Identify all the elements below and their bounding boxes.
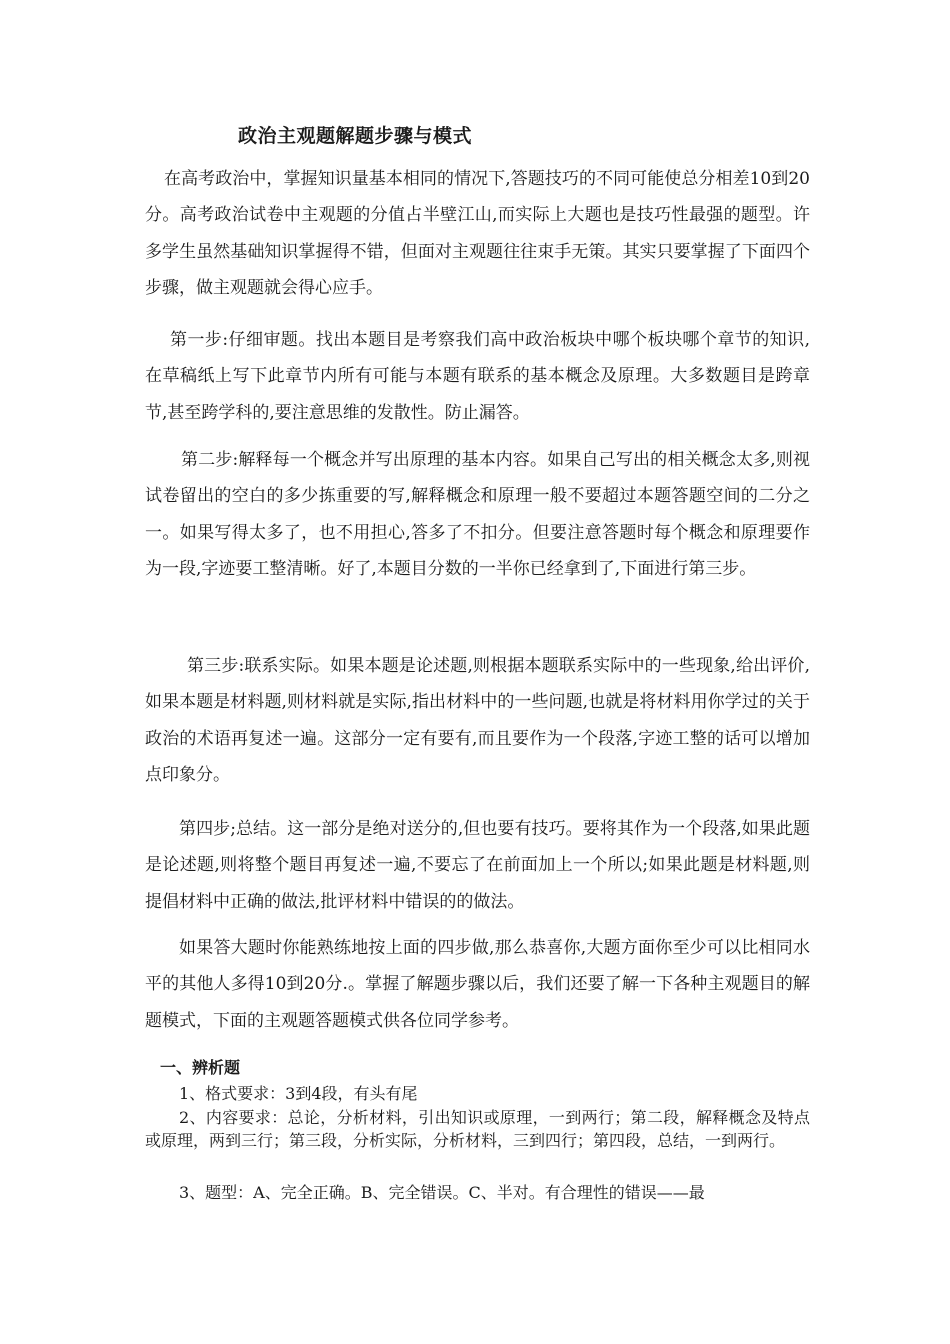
step1-paragraph: 第一步:仔细审题。找出本题目是考察我们高中政治板块中哪个板块哪个章节的知识,在草稿纸上写下此章节内所有可能与本题有联系的基本概念及原理。大多数题目是跨章节,甚至跨学科的,要注意思维的发散性。防止漏答。 <box>145 330 810 423</box>
conclusion-paragraph: 如果答大题时你能熟练地按上面的四步做,那么恭喜你,大题方面你至少可以比相同水平的其他人多得10到20分.。掌握了解题步骤以后，我们还要了解一下各种主观题目的解题模式，下面的主观题答题模式供各位同学参考。 <box>145 938 810 1031</box>
step2-paragraph: 第二步:解释每一个概念并写出原理的基本内容。如果自己写出的相关概念太多,则视试卷留出的空白的多少拣重要的写,解释概念和原理一般不要超过本题答题空间的二分之一。如果写得太多了，也不用担心,答多了不扣分。但要注意答题时每个概念和原理要作为一段,字迹要工整清晰。好了,本题目分数的一半你已经拿到了,下面进行第三步。 <box>145 450 810 580</box>
intro-paragraph: 在高考政治中，掌握知识量基本相同的情况下,答题技巧的不同可能使总分相差10到20分。高考政治试卷中主观题的分值占半壁江山,而实际上大题也是技巧性最强的题型。许多学生虽然基础知识掌握得不错，但面对主观题往往束手无策。其实只要掌握了下面四个步骤，做主观题就会得心应手。 <box>145 169 810 299</box>
item-format-requirement: 1、格式要求：3到4段，有头有尾 <box>179 1084 418 1103</box>
section-heading-bianxi: 一、辨析题 <box>160 1058 241 1077</box>
step4-paragraph: 第四步;总结。这一部分是绝对送分的,但也要有技巧。要将其作为一个段落,如果此题是论述题,则将整个题目再复述一遍,不要忘了在前面加上一个所以;如果此题是材料题,则提倡材料中正确的做法,批评材料中错误的的做法。 <box>145 819 810 912</box>
step3-paragraph: 第三步:联系实际。如果本题是论述题,则根据本题联系实际中的一些现象,给出评价,如果本题是材料题,则材料就是实际,指出材料中的一些问题,也就是将材料用你学过的关于政治的术语再复述一遍。这部分一定有要有,而且要作为一个段落,字迹工整的话可以增加点印象分。 <box>145 656 810 786</box>
item-content-requirement: 2、内容要求：总论，分析材料，引出知识或原理，一到两行；第二段，解释概念及特点或原理，两到三行；第三段，分析实际，分析材料，三到四行；第四段，总结，一到两行。 <box>145 1108 810 1151</box>
document-title: 政治主观题解题步骤与模式 <box>238 125 473 147</box>
item-question-types: 3、题型：A、完全正确。B、完全错误。C、半对。有合理性的错误——最 <box>179 1183 705 1202</box>
